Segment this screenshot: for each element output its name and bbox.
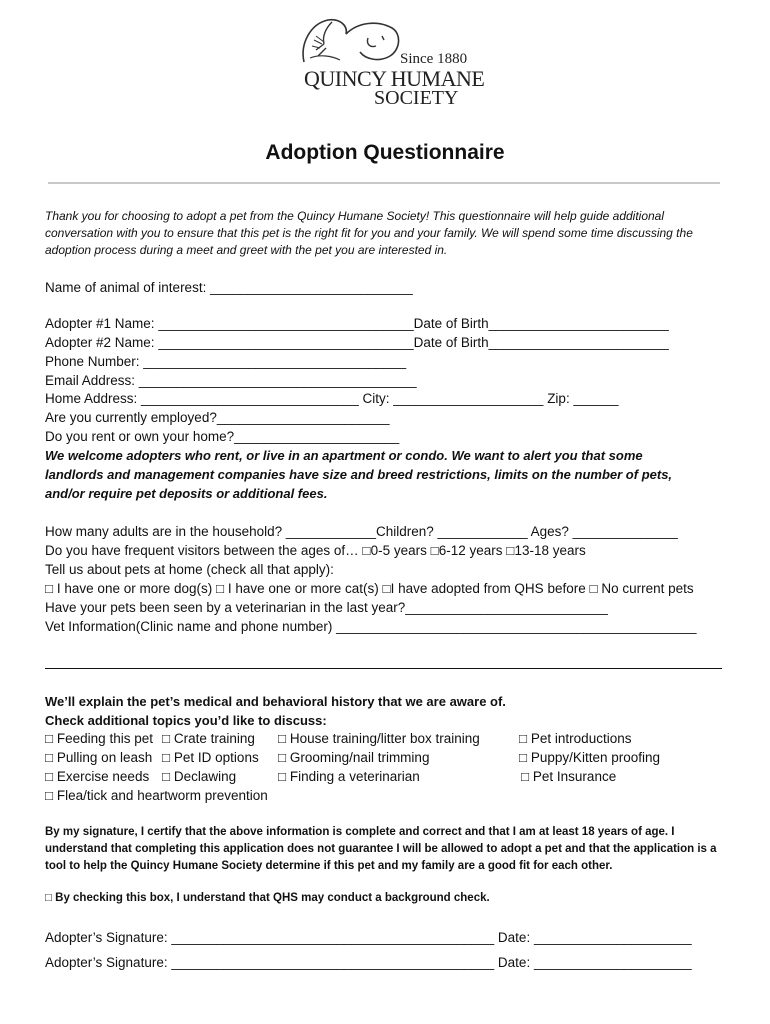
intro-paragraph: Thank you for choosing to adopt a pet from the Quincy Humane Society! This questionnaire will help guide additional conversation with you to ensure that this pet is the right fit for you and your family. We will spend some time discussing the adoption process during a meet and greet with the pet you are interested in. xyxy=(45,209,693,257)
certification-paragraph: By my signature, I certify that the above information is complete and correct and that I am at least 18 years of age. I understand that completing this application does not guarantee I will be allowed to adopt a pet and that the application is a tool to help the Quincy Humane Society determine if this pet and my family are a good fit for each other. xyxy=(45,826,717,872)
topic-proofing[interactable]: □ Puppy/Kitten proofing xyxy=(519,750,660,765)
topic-feeding[interactable]: □ Feeding this pet xyxy=(45,731,153,746)
signature-line-1[interactable]: Adopter’s Signature: ___________________________________________ Date: _____________________ xyxy=(45,930,692,945)
topic-grooming[interactable]: □ Grooming/nail trimming xyxy=(278,750,430,765)
vet-seen-field[interactable]: Have your pets been seen by a veterinarian in the last year?___________________________ xyxy=(45,600,608,615)
vet-info-field[interactable]: Vet Information(Clinic name and phone number) ________________________________________________ xyxy=(45,619,697,634)
topic-flea-tick[interactable]: □ Flea/tick and heartworm prevention xyxy=(45,788,268,803)
topic-leash[interactable]: □ Pulling on leash xyxy=(45,750,153,765)
email-field[interactable]: Email Address: _____________________________________ xyxy=(45,373,417,388)
topic-introductions[interactable]: □ Pet introductions xyxy=(519,731,632,746)
logo-line2: SOCIETY xyxy=(374,87,459,109)
background-check-checkbox[interactable]: □ By checking this box, I understand that QHS may conduct a background check. xyxy=(45,892,490,904)
topic-crate[interactable]: □ Crate training xyxy=(162,731,255,746)
quincy-humane-society-logo xyxy=(296,14,485,114)
employed-field[interactable]: Are you currently employed?_______________________ xyxy=(45,410,390,425)
visitors-ages-checkboxes[interactable]: Do you have frequent visitors between the ages of… □0-5 years □6-12 years □13-18 years xyxy=(45,543,586,558)
animal-name-field[interactable]: Name of animal of interest: ___________________________ xyxy=(45,280,413,295)
adopter1-field[interactable]: Adopter #1 Name: __________________________________Date of Birth________________________ xyxy=(45,316,669,331)
topics-subheading: Check additional topics you’d like to discuss: xyxy=(45,713,327,728)
topic-declawing[interactable]: □ Declawing xyxy=(162,769,237,784)
page-title: Adoption Questionnaire xyxy=(265,141,505,164)
logo-since: Since 1880 xyxy=(400,51,468,67)
vet-info-extra-line[interactable] xyxy=(45,668,722,669)
rent-notice-line2: landlords and management companies have size and breed restrictions, limits on the number of pets, xyxy=(45,467,673,482)
topics-heading: We’ll explain the pet’s medical and behavioral history that we are aware of. xyxy=(45,694,506,709)
pets-at-home-checkboxes[interactable]: □ I have one or more dog(s) □ I have one or more cat(s) □I have adopted from QHS before □ No current pets xyxy=(45,581,694,596)
rent-own-field[interactable]: Do you rent or own your home?______________________ xyxy=(45,429,400,444)
household-counts-field[interactable]: How many adults are in the household? ____________Children? ____________ Ages? ______________ xyxy=(45,524,678,539)
rent-notice-line1: We welcome adopters who rent, or live in an apartment or condo. We want to alert you that some xyxy=(45,448,643,463)
title-divider xyxy=(48,182,720,184)
logo-line1: QUINCY HUMANE xyxy=(304,66,485,91)
topic-finding-vet[interactable]: □ Finding a veterinarian xyxy=(278,769,420,784)
home-address-field[interactable]: Home Address: _____________________________ City: ____________________ Zip: ______ xyxy=(45,391,619,406)
topic-exercise[interactable]: □ Exercise needs xyxy=(45,769,150,784)
topic-insurance[interactable]: □ Pet Insurance xyxy=(521,769,617,784)
topic-house-training[interactable]: □ House training/litter box training xyxy=(278,731,480,746)
topic-pet-id[interactable]: □ Pet ID options xyxy=(162,750,259,765)
signature-line-2[interactable]: Adopter’s Signature: ___________________________________________ Date: _____________________ xyxy=(45,955,692,970)
adopter2-field[interactable]: Adopter #2 Name: __________________________________Date of Birth________________________ xyxy=(45,335,669,350)
pets-at-home-label: Tell us about pets at home (check all that apply): xyxy=(45,562,334,577)
phone-field[interactable]: Phone Number: ___________________________________ xyxy=(45,354,407,369)
rent-notice-line3: and/or require pet deposits or additional fees. xyxy=(45,486,328,501)
